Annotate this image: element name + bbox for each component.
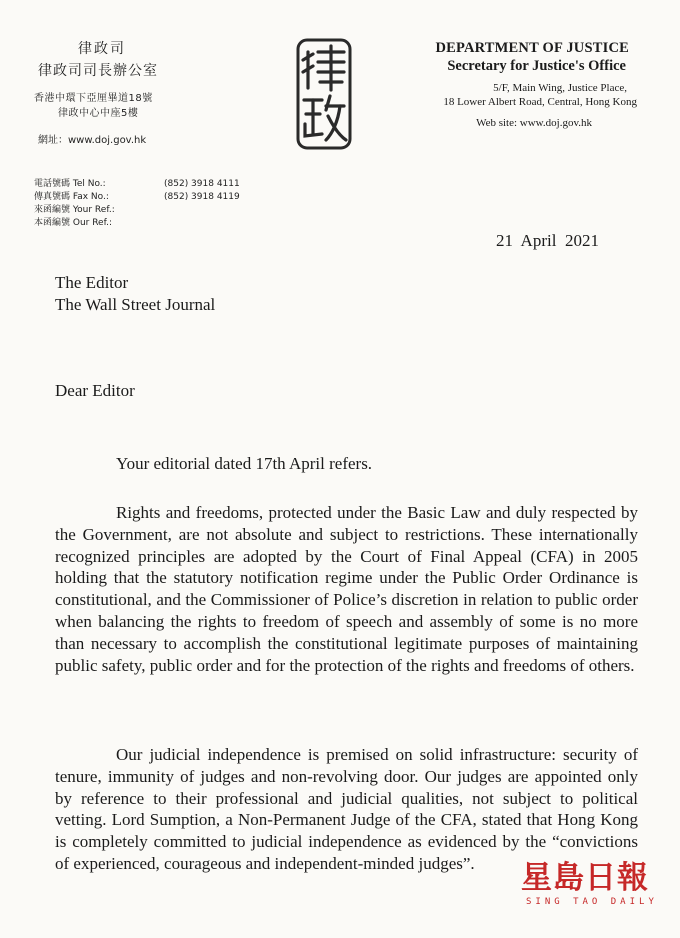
reference-label: 來函編號 Your Ref.: [34, 205, 115, 215]
addressee-line2: The Wall Street Journal [55, 295, 216, 314]
letterhead-en-address-line1: 5/F, Main Wing, Justice Place, [493, 82, 627, 94]
reference-row-fax [34, 189, 240, 202]
letterhead-en-address-line2: 18 Lower Albert Road, Central, Hong Kong [443, 96, 637, 108]
reference-label: 本函編號 Our Ref.: [34, 218, 113, 228]
letter-date: 21 April 2021 [496, 231, 599, 250]
letterhead-en-website: Web site: www.doj.gov.hk [476, 117, 592, 129]
letterhead-zh-department: 律政司 [78, 41, 126, 57]
letterhead-zh-address-line2: 律政中心中座5樓 [58, 108, 139, 119]
watermark-zh-text: 星島日報 [521, 860, 649, 896]
doj-seal-logo [296, 38, 352, 150]
reference-label: 電話號碼 Tel No.: [34, 179, 106, 189]
reference-value: (852) 3918 4119 [164, 192, 240, 202]
salutation: Dear Editor [55, 381, 135, 400]
letterhead-en-office: Secretary for Justice's Office [447, 58, 626, 74]
letterhead-zh-website: 網址：www.doj.gov.hk [38, 135, 147, 146]
letterhead-zh-address-line1: 香港中環下亞厘畢道18號 [34, 93, 153, 104]
letterhead-zh-office: 律政司司長辦公室 [38, 63, 158, 79]
reference-value: (852) 3918 4111 [164, 179, 240, 189]
watermark-en-text: SING TAO DAILY [526, 897, 658, 907]
paragraph-2: Rights and freedoms, protected under the Basic Law and duly respected by the Government, are not absolute and subject to restrictions. These internationally recognized principles are adopted by the Court of Final Appeal (CFA) in 2005 holding that the statutory notification regime under the Public Order Ordinance is constitutional, and the Commissioner of Police’s discretion in relation to public order when balancing the rights to freedom of speech and assembly of some is no more than necessary to accomplish the constitutional legitimate purposes of maintaining public safety, public order and for the protection of the rights and freedoms of others. [55, 503, 638, 675]
letterhead-en-department: DEPARTMENT OF JUSTICE [435, 40, 629, 56]
reference-label: 傳真號碼 Fax No.: [34, 192, 109, 202]
reference-row-your-ref [34, 202, 164, 215]
reference-row-our-ref [34, 215, 164, 228]
addressee-line1: The Editor [55, 273, 129, 292]
paragraph-3: Our judicial independence is premised on solid infrastructure: security of tenure, immunity of judges and non-revolving door. Our judges are appointed only by reference to their professional and judicial qualities, not subject to political vetting. Lord Sumption, a Non-Permanent Judge of the CFA, stated that Hong Kong is completely committed to judicial independence as evidenced by the “convictions of experienced, courageous and independent-minded judges”. [55, 745, 638, 873]
paragraph-1: Your editorial dated 17th April refers. [116, 454, 373, 473]
sing-tao-watermark [518, 852, 668, 926]
reference-row-tel [34, 176, 240, 189]
